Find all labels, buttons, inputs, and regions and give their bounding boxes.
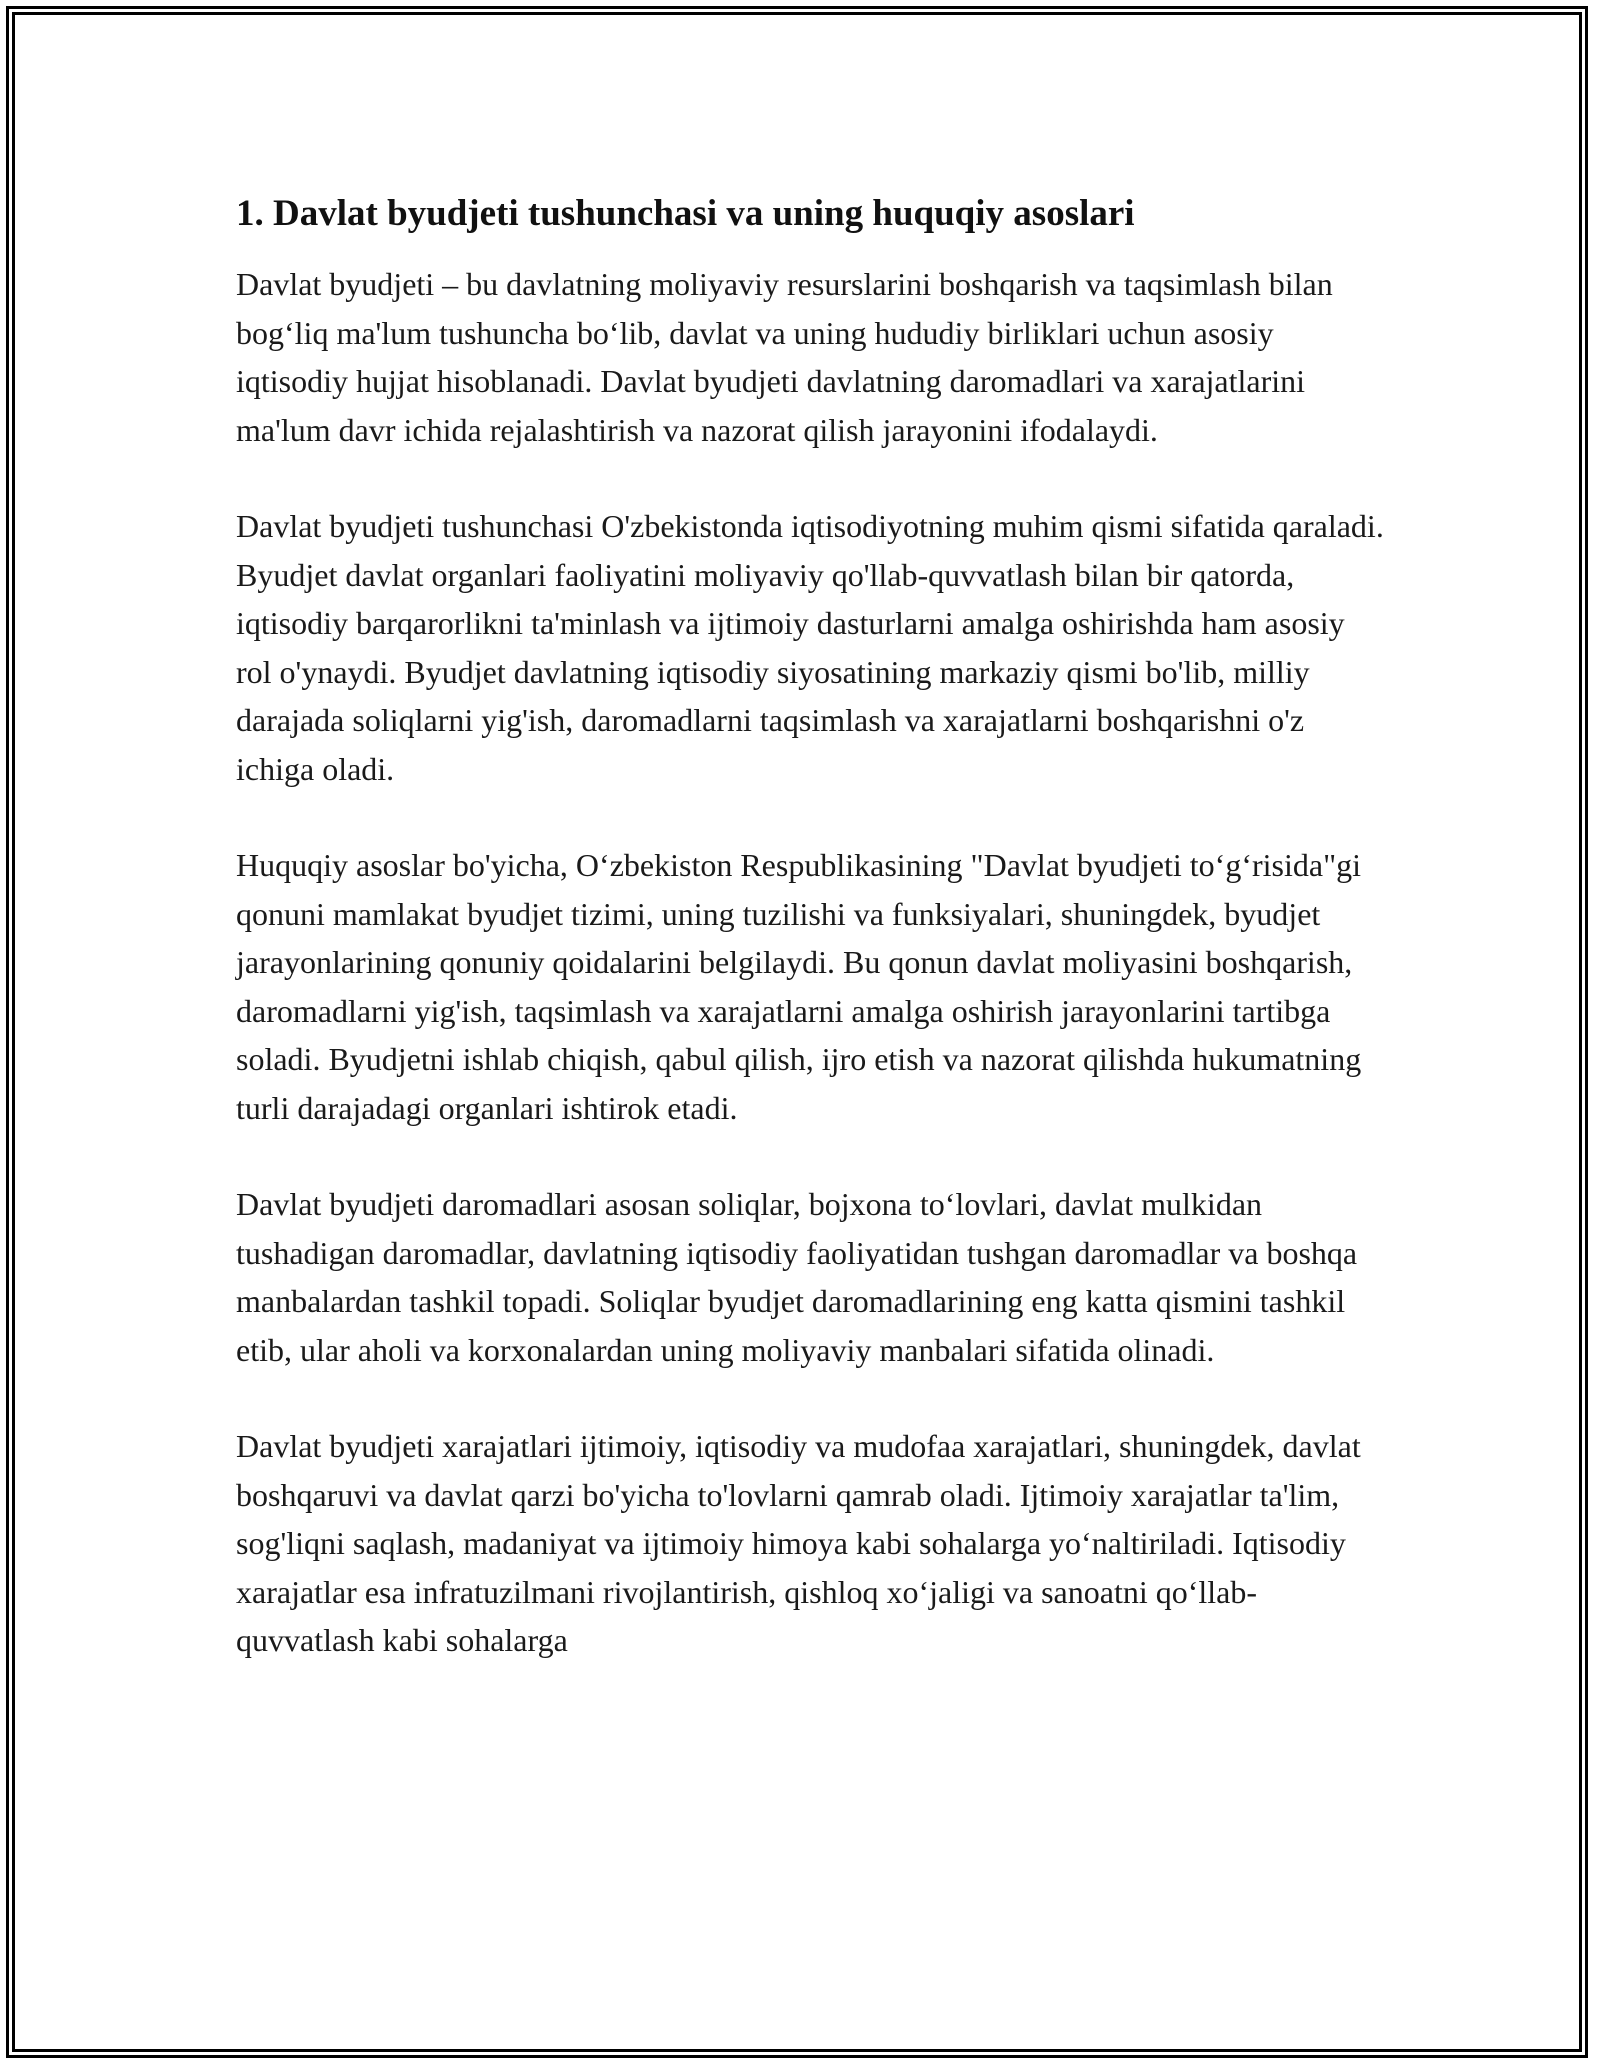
paragraph-4: Davlat byudjeti daromadlari asosan soliqlar, bojxona to‘lovlari, davlat mulkidan tushadigan daromadlar, davlatning iqtisodiy faoliyatidan tushgan daromadlar va boshqa manbalardan tashkil topadi. Soliqlar byudjet daromadlarining eng katta qismini tashkil etib, ular aholi va korxonalardan uning moliyaviy manbalari sifatida olinadi.: [236, 1186, 1358, 1368]
paragraph-2: Davlat byudjeti tushunchasi O'zbekistonda iqtisodiyotning muhim qismi sifatida qaraladi. Byudjet davlat organlari faoliyatini moliyaviy qo'llab-quvvatlash bilan bir qatorda, iqtisodiy barqarorlikni ta'minlash va ijtimoiy dasturlarni amalga oshirishda ham asosiy rol o'ynaydi. Byudjet davlatning iqtisodiy siyosatining markaziy qismi bo'lib, milliy darajada soliqlarni yig'ish, daromadlarni taqsimlash va xarajatlarni boshqarishni o'z ichiga oladi.: [236, 508, 1384, 787]
paragraph-1: Davlat byudjeti – bu davlatning moliyaviy resurslarini boshqarish va taqsimlash bilan bog‘liq ma'lum tushuncha bo‘lib, davlat va uning hududiy birliklari uchun asosiy iqtisodiy hujjat hisoblanadi. Davlat byudjeti davlatning daromadlari va xarajatlarini ma'lum davr ichida rejalashtirish va nazorat qilish jarayonini ifodalaydi.: [236, 266, 1333, 448]
paragraph-3: Huquqiy asoslar bo'yicha, O‘zbekiston Respublikasining "Davlat byudjeti to‘g‘risida"gi qonuni mamlakat byudjet tizimi, uning tuzilishi va funksiyalari, shuningdek, byudjet jarayonlarining qonuniy qoidalarini belgilaydi. Bu qonun davlat moliyasini boshqarish, daromadlarni yig'ish, taqsimlash va xarajatlarni amalga oshirish jarayonlarini tartibga soladi. Byudjetni ishlab chiqish, qabul qilish, ijro etish va nazorat qilishda hukumatning turli darajadagi organlari ishtirok etadi.: [236, 847, 1362, 1126]
document-page: [236, 188, 1384, 1713]
paragraph-5: Davlat byudjeti xarajatlari ijtimoiy, iqtisodiy va mudofaa xarajatlari, shuningdek, davlat boshqaruvi va davlat qarzi bo'yicha to'lovlarni qamrab oladi. Ijtimoiy xarajatlar ta'lim, sog'liqni saqlash, madaniyat va ijtimoiy himoya kabi sohalarga yo‘naltiriladi. Iqtisodiy xarajatlar esa infratuzilmani rivojlantirish, qishloq xo‘jaligi va sanoatni qo‘llab-quvvatlash kabi sohalarga: [236, 1428, 1361, 1658]
section-heading: 1. Davlat byudjeti tushunchasi va uning huquqiy asoslari: [236, 193, 1135, 234]
